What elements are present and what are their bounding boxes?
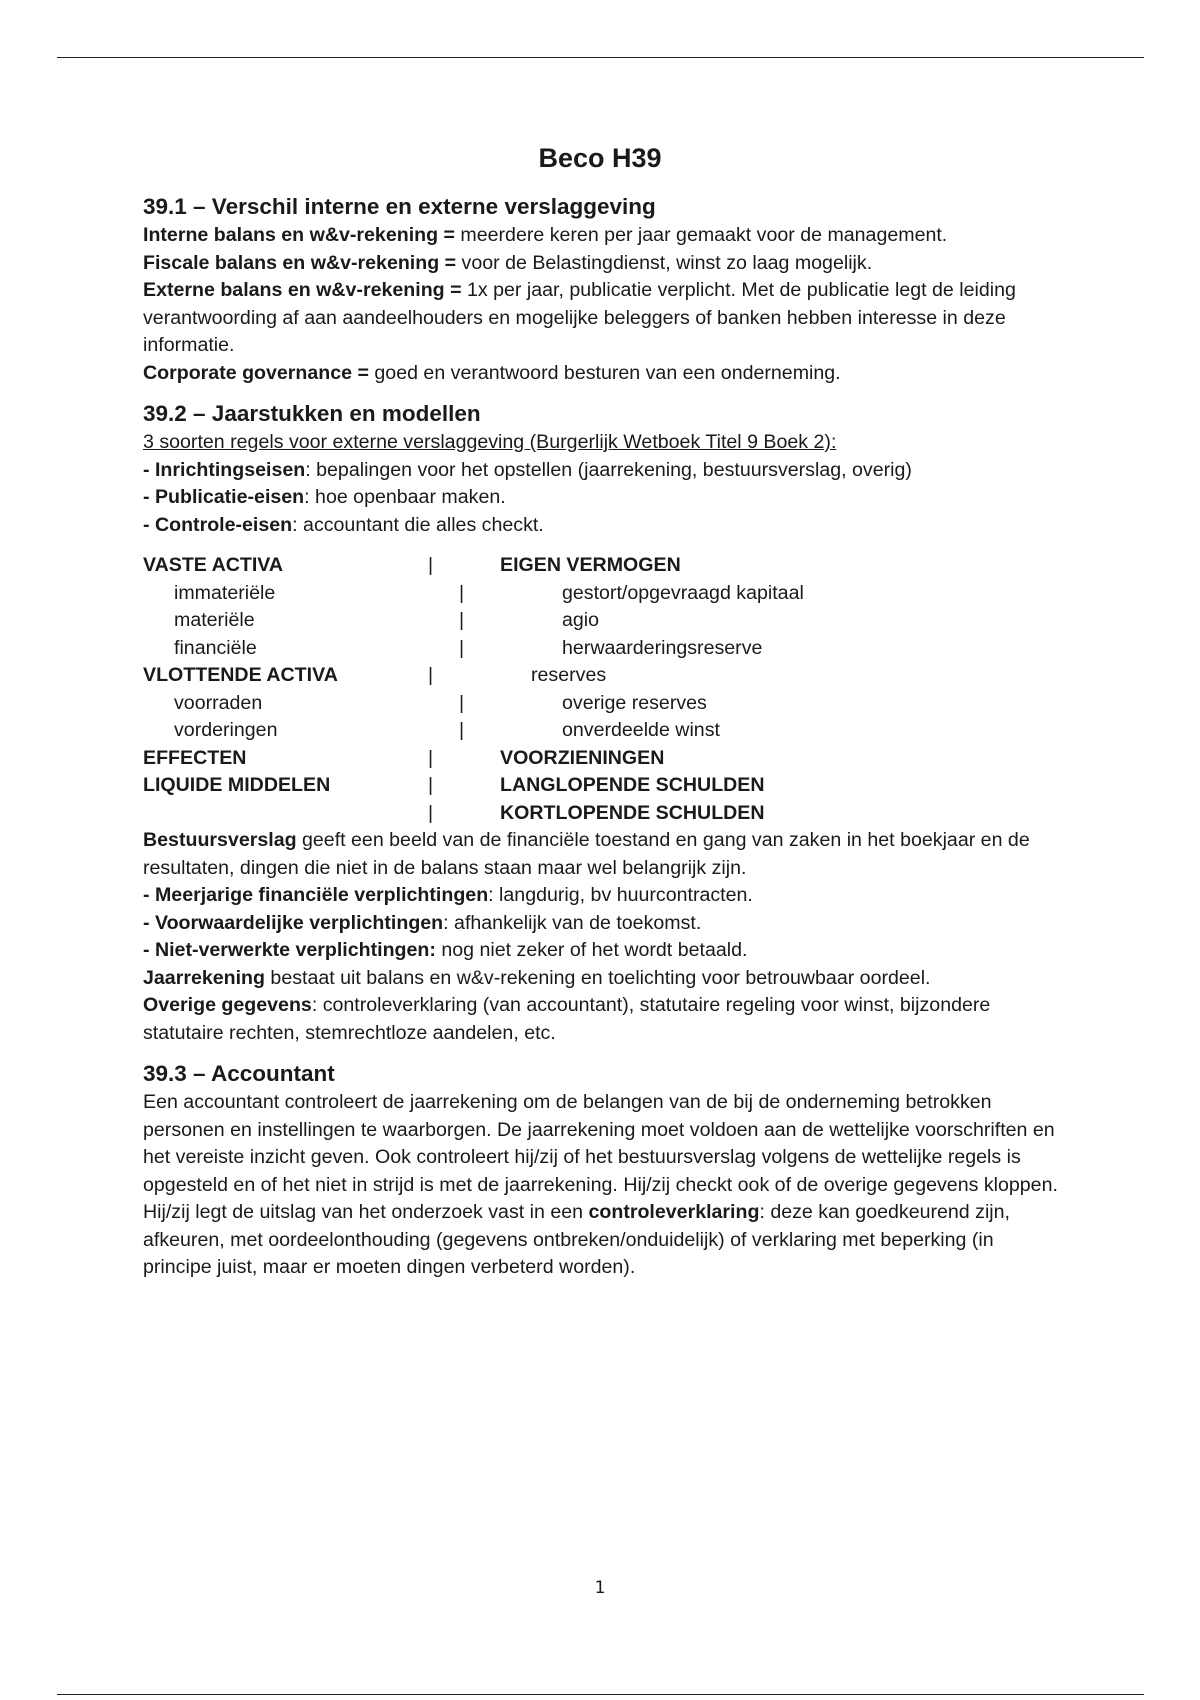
balance-row: VASTE ACTIVA | EIGEN VERMOGEN: [143, 554, 681, 576]
accountant-paragraph: Een accountant controleert de jaarrekening om de belangen van de bij de onderneming betrokken personen en instellingen te waarborgen. De jaarrekening moet voldoen aan de wettelijke voorschriften en het vereiste inzicht geven. Ook controleert hij/zij of het bestuursverslag volgens de wettelijke regels is opgesteld en of het niet in strijd is met de jaarrekening. Hij/zij checkt ook of de overige gegevens kloppen. Hij/zij legt de uitslag van het onderzoek vast in een controleverklaring: deze kan goedkeurend zijn, afkeuren, met oordeelonthouding (gegevens ontbreken/onduidelijk) of verklaring met beperking (in principe juist, maar er moeten dingen verbeterd worden).: [143, 1091, 1058, 1278]
balance-row: immateriële | gestort/opgevraagd kapitaal: [174, 581, 804, 604]
jaarrekening-paragraph: Jaarrekening bestaat uit balans en w&v-rekening en toelichting voor betrouwbaar oordeel.: [143, 966, 931, 989]
overige-gegevens-paragraph: Overige gegevens: controleverklaring (van accountant), statutaire regeling voor winst, bijzondere statutaire rechten, stemrechtloze aandelen, etc.: [143, 994, 991, 1044]
header-rule: [57, 57, 1144, 58]
balance-row: voorraden | overige reserves: [174, 691, 707, 714]
rule-item: - Inrichtingseisen: bepalingen voor het opstellen (jaarrekening, bestuursverslag, overig): [143, 458, 912, 481]
term: Interne balans en w&v-rekening =: [143, 224, 455, 246]
balance-row: financiële | herwaarderingsreserve: [174, 636, 763, 659]
obligation-item: - Niet-verwerkte verplichtingen: nog niet zeker of het wordt betaald.: [143, 939, 748, 961]
rules-intro: 3 soorten regels voor externe verslaggeving (Burgerlijk Wetboek Titel 9 Boek 2):: [143, 431, 837, 453]
rule-item: - Controle-eisen: accountant die alles checkt.: [143, 513, 544, 536]
balance-row: vorderingen | onverdeelde winst: [174, 719, 720, 741]
definition-interne: Interne balans en w&v-rekening = meerdere keren per jaar gemaakt voor de management.: [143, 224, 948, 246]
obligation-item: - Meerjarige financiële verplichtingen: langdurig, bv huurcontracten.: [143, 884, 753, 906]
rule-item: - Publicatie-eisen: hoe openbaar maken.: [143, 486, 506, 508]
definition-externe: Externe balans en w&v-rekening = 1x per jaar, publicatie verplicht. Met de publicatie legt de leiding verantwoording af aan aandeelhouders en mogelijke beleggers of banken hebben interesse in deze informatie.: [143, 279, 1016, 356]
page-title: Beco H39: [538, 143, 662, 173]
balance-sheet-model: [143, 552, 1063, 827]
balance-row: EFFECTEN | VOORZIENINGEN: [143, 746, 665, 769]
term: Corporate governance =: [143, 361, 369, 384]
page-number: 1: [594, 1578, 606, 1598]
definition-fiscale: Fiscale balans en w&v-rekening = voor de Belastingdienst, winst zo laag mogelijk.: [143, 251, 873, 274]
section-heading-39-2: 39.2 – Jaarstukken en modellen: [143, 401, 481, 426]
balance-row: materiële | agio: [174, 609, 600, 631]
obligation-item: - Voorwaardelijke verplichtingen: afhankelijk van de toekomst.: [143, 911, 702, 934]
balance-row: VLOTTENDE ACTIVA | reserves: [143, 664, 607, 686]
term: Externe balans en w&v-rekening =: [143, 279, 462, 301]
footer-rule: [57, 1694, 1144, 1695]
balance-row: | KORTLOPENDE SCHULDEN: [428, 801, 765, 824]
document-body: [143, 192, 1063, 1282]
definition-corporate-governance: Corporate governance = goed en verantwoord besturen van een onderneming.: [143, 361, 841, 384]
term: Fiscale balans en w&v-rekening =: [143, 251, 457, 274]
balance-row: LIQUIDE MIDDELEN | LANGLOPENDE SCHULDEN: [143, 774, 765, 796]
section-heading-39-1: 39.1 – Verschil interne en externe verslaggeving: [143, 194, 656, 219]
section-heading-39-3: 39.3 – Accountant: [143, 1061, 335, 1086]
bestuursverslag-paragraph: Bestuursverslag geeft een beeld van de financiële toestand en gang van zaken in het boekjaar en de resultaten, dingen die niet in de balans staan maar wel belangrijk zijn.: [143, 829, 1030, 879]
